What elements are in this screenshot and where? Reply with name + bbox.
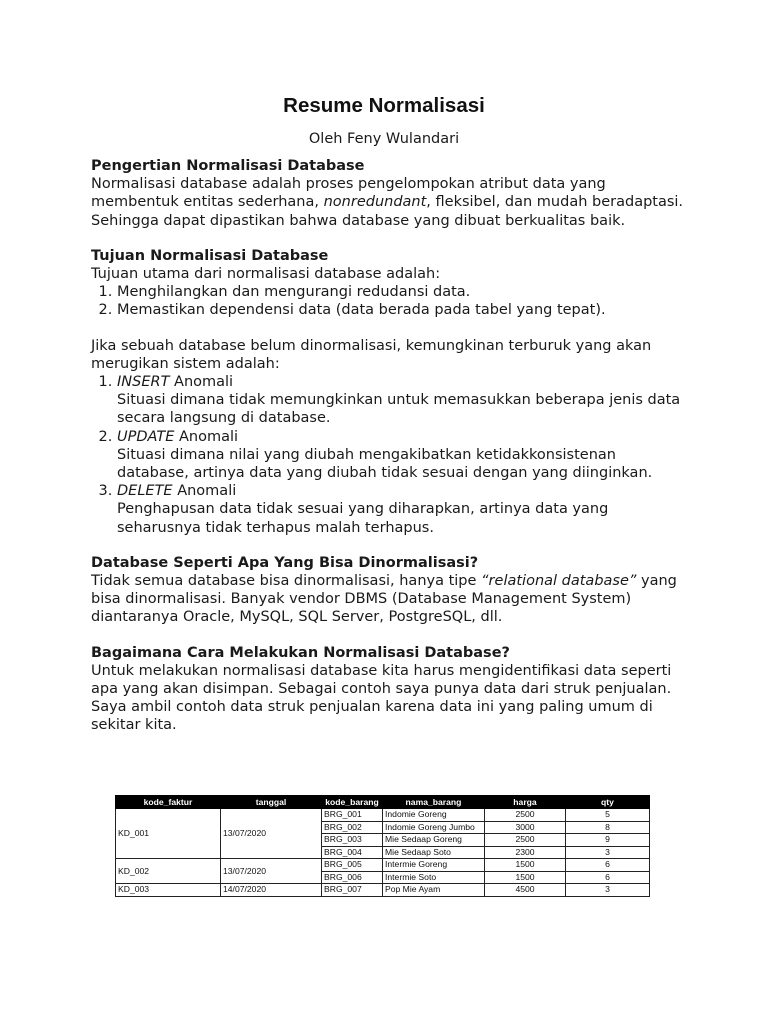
cell-qty: 3	[566, 884, 650, 897]
cell-nama-barang: Mie Sedaap Goreng	[383, 834, 485, 847]
paragraph-database: Tidak semua database bisa dinormalisasi, hanya tipe “relational database” yang bisa dinormalisasi. Banyak vendor DBMS (Database Management System) diantaranya Oracle, MySQL, SQL Server, PostgreSQL, dll.	[91, 573, 677, 626]
cell-kode-barang: BRG_003	[322, 834, 383, 847]
cell-qty: 6	[566, 859, 650, 872]
cell-nama-barang: Intermie Goreng	[383, 859, 485, 872]
paragraph-cara: Untuk melakukan normalisasi database kita harus mengidentifikasi data seperti apa yang akan disimpan. Sebagai contoh saya punya data dari struk penjualan. Saya ambil contoh data struk penjualan karena data ini yang paling umum di sekitar kita.	[91, 662, 672, 734]
column-header: nama_barang	[383, 796, 485, 809]
anomali-name: UPDATE	[117, 428, 175, 445]
cell-harga: 2300	[485, 846, 566, 859]
column-header: harga	[485, 796, 566, 809]
cell-nama-barang: Indomie Goreng Jumbo	[383, 821, 485, 834]
section-heading-database: Database Seperti Apa Yang Bisa Dinormalisasi?	[91, 554, 479, 571]
cell-kode-barang: BRG_007	[322, 884, 383, 897]
section-heading-pengertian: Pengertian Normalisasi Database	[91, 158, 365, 174]
cell-kode-faktur: KD_003	[116, 884, 221, 897]
cell-kode-faktur: KD_002	[116, 859, 221, 884]
list-item: 3. DELETE Anomali Penghapusan data tidak sesuai yang diharapkan, artinya data yang seharusnya tidak terhapus malah terhapus.	[117, 482, 691, 537]
cell-tanggal: 14/07/2020	[221, 884, 322, 897]
cell-nama-barang: Intermie Soto	[383, 871, 485, 884]
table-row	[116, 884, 650, 897]
cell-qty: 6	[566, 871, 650, 884]
section-heading-tujuan: Tujuan Normalisasi Database	[91, 247, 329, 264]
cell-kode-barang: BRG_004	[322, 846, 383, 859]
tujuan-list	[91, 283, 691, 319]
list-item: 1. Menghilangkan dan mengurangi redudansi data.	[117, 283, 691, 301]
anomali-name: DELETE	[117, 483, 173, 500]
cell-harga: 1500	[485, 871, 566, 884]
cell-nama-barang: Pop Mie Ayam	[383, 884, 485, 897]
anomali-description: Situasi dimana tidak memungkinkan untuk memasukkan beberapa jenis data secara langsung di database.	[117, 392, 681, 427]
cell-kode-barang: BRG_005	[322, 859, 383, 872]
cell-kode-barang: BRG_001	[322, 809, 383, 822]
anomali-list	[91, 373, 691, 537]
anomali-description: Penghapusan data tidak sesuai yang diharapkan, artinya data yang seharusnya tidak terhapus malah terhapus.	[117, 501, 609, 536]
paragraph-pengertian: Normalisasi database adalah proses pengelompokan atribut data yang membentuk entitas sederhana, nonredundant, fleksibel, dan mudah beradaptasi. Sehingga dapat dipastikan bahwa database yang dibuat berkualitas baik.	[91, 176, 684, 229]
column-header: qty	[566, 796, 650, 809]
sales-receipt-table-container	[115, 795, 649, 897]
column-header: tanggal	[221, 796, 322, 809]
table-row	[116, 809, 650, 822]
cell-harga: 2500	[485, 834, 566, 847]
cell-nama-barang: Indomie Goreng	[383, 809, 485, 822]
paragraph-tujuan-intro: Tujuan utama dari normalisasi database adalah:	[91, 266, 441, 283]
cell-qty: 8	[566, 821, 650, 834]
cell-harga: 4500	[485, 884, 566, 897]
cell-qty: 9	[566, 834, 650, 847]
section-heading-cara: Bagaimana Cara Melakukan Normalisasi Database?	[91, 644, 510, 661]
paragraph-anomali-intro: Jika sebuah database belum dinormalisasi, kemungkinan terburuk yang akan merugikan sistem adalah:	[91, 337, 652, 372]
cell-kode-faktur: KD_001	[116, 809, 221, 859]
table-header-row	[116, 796, 650, 809]
cell-kode-barang: BRG_006	[322, 871, 383, 884]
list-item: 1. INSERT Anomali Situasi dimana tidak memungkinkan untuk memasukkan beberapa jenis data secara langsung di database.	[117, 373, 691, 428]
author-line: Oleh Feny Wulandari	[308, 131, 460, 147]
column-header: kode_barang	[322, 796, 383, 809]
list-item: 2. Memastikan dependensi data (data berada pada tabel yang tepat).	[117, 301, 691, 319]
table-row	[116, 859, 650, 872]
cell-kode-barang: BRG_002	[322, 821, 383, 834]
cell-tanggal: 13/07/2020	[221, 859, 322, 884]
cell-harga: 3000	[485, 821, 566, 834]
cell-qty: 3	[566, 846, 650, 859]
cell-tanggal: 13/07/2020	[221, 809, 322, 859]
cell-harga: 1500	[485, 859, 566, 872]
document-body	[91, 157, 691, 735]
anomali-name: INSERT	[117, 374, 170, 391]
cell-harga: 2500	[485, 809, 566, 822]
cell-qty: 5	[566, 809, 650, 822]
cell-nama-barang: Mie Sedaap Soto	[383, 846, 485, 859]
column-header: kode_faktur	[116, 796, 221, 809]
sales-receipt-table	[115, 795, 650, 897]
list-item: 2. UPDATE Anomali Situasi dimana nilai yang diubah mengakibatkan ketidakkonsistenan database, artinya data yang diubah tidak sesuai dengan yang diinginkan.	[117, 428, 691, 483]
anomali-description: Situasi dimana nilai yang diubah mengakibatkan ketidakkonsistenan database, artinya data yang diubah tidak sesuai dengan yang diinginkan.	[117, 446, 653, 482]
page-title: Resume Normalisasi	[283, 94, 485, 117]
